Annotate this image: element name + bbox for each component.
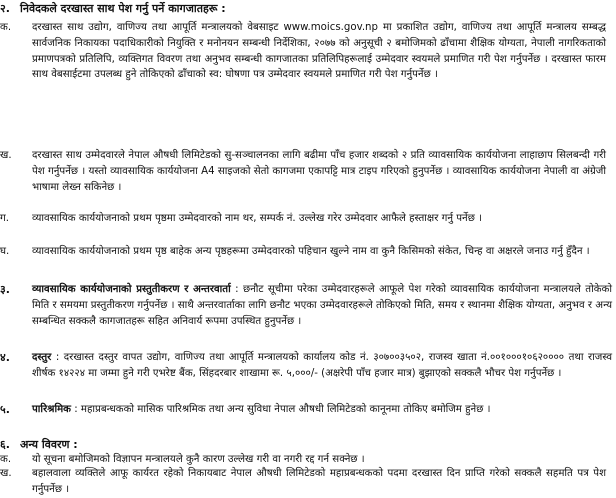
item-text: यो सूचना बमोजिमको विज्ञापन मन्त्रालयले कुनै कारण उल्लेख गरी वा नगरी रद्द गर्न सक्नेछ । <box>32 454 365 465</box>
section-4-number: ४. <box>0 351 10 364</box>
section-3-title: व्यावसायिक कार्ययोजनाको प्रस्तुतीकरण र अन्तरवार्ता <box>32 284 231 295</box>
item-label: ग. <box>0 213 9 224</box>
section-5-number: ५. <box>0 403 10 416</box>
section-2-title: निवेदकले दरखास्त साथ पेश गर्नु पर्ने कागजातहरू : <box>20 2 226 15</box>
section-2-item-kha <box>0 148 610 210</box>
section-5-title: पारिश्रमिक <box>32 404 71 415</box>
section-2-item-gha <box>0 244 610 276</box>
item-label: क. <box>0 22 12 33</box>
section-5-text: : महाप्रबन्धकको मासिक पारिश्रमिक तथा अन्य सुविधा नेपाल औषधी लिमिटेडको कानूनमा तोकिए बमोजिम हुनेछ । <box>74 404 491 415</box>
section-4-title: दस्तुर <box>32 352 52 363</box>
item-text: व्यावसायिक कार्ययोजनाको प्रथम पृष्ठ बाहेक अन्य पृष्ठहरूमा उम्मेदवारको पहिचान खुल्ने नाम वा कुनै किसिमको संकेत, चिन्ह वा अक्षरले जनाउ गर्नु हुँदैन । <box>32 246 590 257</box>
item-text: बहालवाला व्यक्तिले आफू कार्यरत रहेको निकायबाट नेपाल औषधी लिमिटेडको महाप्रबन्धकको पदमा दरखास्त दिन प्राप्ति गरेको सक्कलै सहमति पत्र पेश गर्नुपर्नेछ । <box>32 468 606 495</box>
section-6-title: अन्य विवरण : <box>20 438 78 451</box>
section-2-item-ga <box>0 211 610 243</box>
item-label: ख. <box>0 468 12 479</box>
section-4-text: : दरखास्त दस्तुर वापत उद्योग, वाणिज्य तथा आपूर्ति मन्त्रालयको कार्यालय कोड नं. ३०७००३५०२, राजस्व खाता नं.००१०००१०६२०००० तथा राजस्व शीर्षक १४२२४ मा जम्मा हुने गरी एभरेष्ट बैंक, सिंहदरबार शाखामा रू. ५,०००/- (अक्षरेपी पाँच हजार मात्र) बुझाएको सक्कलै भौचर पेश गर्नुपर्नेछ । <box>32 352 612 379</box>
item-text: व्यावसायिक कार्ययोजनाको प्रथम पृष्ठमा उम्मेदवारको नाम थर, सम्पर्क नं. उल्लेख गरेर उम्मेदवार आफैले हस्ताक्षर गर्नु पर्नेछ । <box>32 213 482 224</box>
item-text: दरखास्त साथ उद्योग, वाणिज्य तथा आपूर्ति मन्त्रालयको वेबसाइट www.moics.gov.np मा प्रकाशित उद्योग, वाणिज्य तथा आपूर्ति मन्त्रालय सम्बद्ध सार्वजनिक निकायका पदाधिकारीको नियुक्ति र मनोनयन सम्बन्धी निर्देशिका, २०७७ को अनुसूची २ बमोजिमको ढाँचामा शैक्षिक योग्यता, नेपाली नागरिकताको प्रमाणपत्रको प्रतिलिपि, व्यक्तिगत विवरण तथा अनुभव सम्बन्धी कागजातका प्रतिलिपिहरूलाई उम्मेदवार स्वयमले प्रमाणित गरी पेश गर्नुपर्नेछ । दरखास्त फारम साथ वेबसाईटमा उपलब्ध हुने तोकिएको ढाँचाको स्व: घोषणा पत्र उम्मेदवार स्वयमले प्रमाणित गरी पेश गर्नुपर्नेछ । <box>32 22 606 81</box>
section-4-paragraph <box>32 350 612 398</box>
section-2-heading <box>0 2 226 16</box>
section-3-paragraph <box>32 282 612 344</box>
item-label: ख. <box>0 150 12 161</box>
section-6-heading <box>0 438 78 452</box>
section-2-item-ka <box>0 20 610 148</box>
section-5-paragraph <box>32 402 612 434</box>
item-label: घ. <box>0 246 10 257</box>
section-3-number: ३. <box>0 283 10 296</box>
section-6-item-ka <box>0 452 610 466</box>
item-label: क. <box>0 454 12 465</box>
section-6-item-kha <box>0 466 610 495</box>
section-2-number: २. <box>0 2 10 15</box>
item-text: दरखास्त साथ उम्मेदवारले नेपाल औषधी लिमिटेडको सु-सञ्चालनका लागि बढीमा पाँच हजार शब्दको २ प्रति व्यावसायिक कार्ययोजना लाहाछाप सिलबन्दी गरी पेश गर्नुपर्नेछ । यस्तो व्यावसायिक कार्ययोजना A4 साइजको सेतो कागजमा एकापट्टि मात्र टाइप गरिएको हुनुपर्नेछ । व्यावसायिक कार्ययोजना नेपाली वा अंग्रेजी भाषामा लेख्न सकिनेछ । <box>32 150 606 193</box>
section-3-text: : छनौट सूचीमा परेका उम्मेदवारहरूले आफूले पेश गरेको व्यावसायिक कार्ययोजना मन्त्रालयले तोकेको मिति र समयमा प्रस्तुतीकरण गर्नुपर्नेछ । साथै अन्तरवार्ताका लागि छनौट भएका उम्मेदवारहरूले तोकिएको मिति, समय र स्थानमा शैक्षिक योग्यता, अनुभव र अन्य सम्बन्धित सक्कलै कागजातहरू सहित अनिवार्य रूपमा उपस्थित हुनुपर्नेछ । <box>32 284 613 327</box>
section-6-number: ६. <box>0 438 10 451</box>
